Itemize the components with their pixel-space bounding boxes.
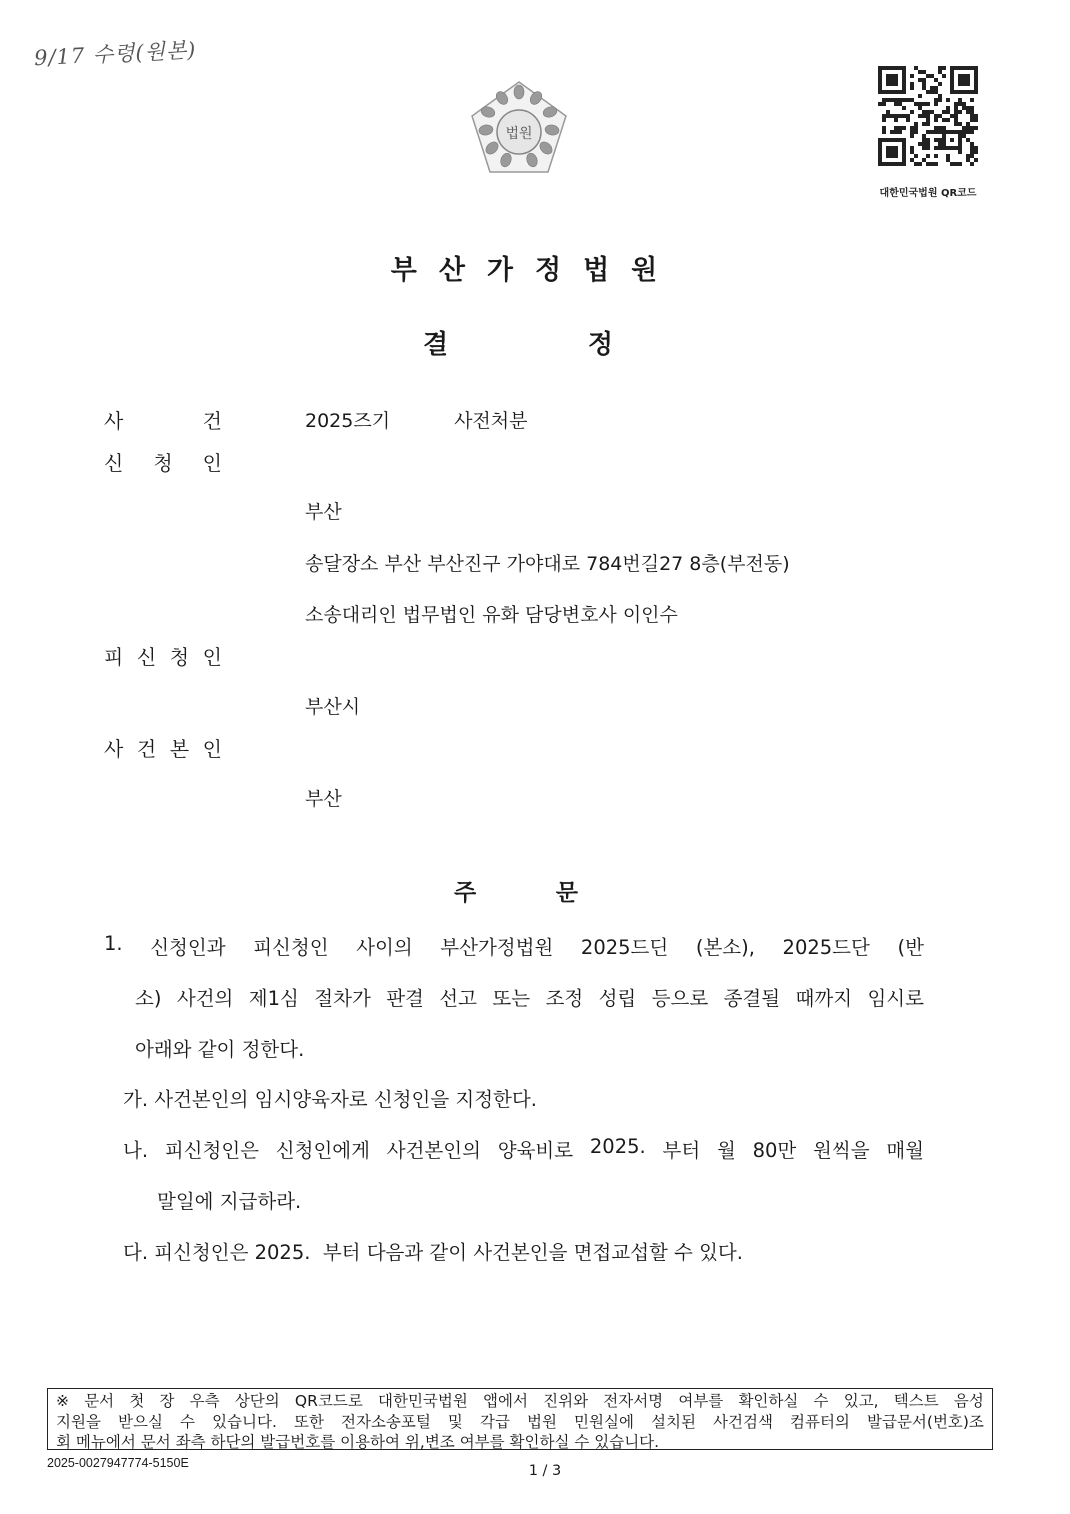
notice-line — [56, 1391, 984, 1412]
order-p1-line3: 아래와 같이 정한다. — [135, 1038, 305, 1061]
word: 원씩을 — [813, 1139, 870, 1162]
label-char: 인 — [202, 737, 222, 761]
case-value — [305, 406, 527, 433]
word: 또는 — [492, 987, 531, 1010]
word: 있고, — [843, 1392, 879, 1410]
word: 또한 — [293, 1412, 324, 1431]
respondent-label — [104, 641, 222, 670]
document-number: 2025-0027947774-5150E — [47, 1456, 189, 1470]
word: 등으로 — [651, 987, 709, 1010]
handwritten-receipt-note: 9/17 수령(원본) — [33, 37, 197, 71]
word: (반 — [897, 936, 924, 959]
word: 부산가정법원 — [440, 936, 554, 959]
order-item-ga: 가. 사건본인의 임시양육자로 신청인을 지정한다. — [123, 1088, 537, 1111]
label-char: 피 — [104, 645, 124, 669]
word: 판결 — [386, 987, 424, 1010]
document-type — [423, 324, 613, 361]
word: 여부를 — [678, 1392, 724, 1410]
qr-code-block — [872, 66, 984, 199]
order-item-da: 다. 피신청인은 2025. 부터 다음과 같이 사건본인을 면접교섭할 수 있다. — [123, 1241, 743, 1264]
principal-address: 부산 — [305, 788, 342, 810]
label-char: 건 — [136, 737, 157, 761]
word: 나. — [123, 1139, 149, 1162]
word: 컴퓨터의 — [790, 1412, 850, 1431]
label-char: 건 — [202, 409, 222, 433]
court-name: 부산가정법원 — [390, 255, 680, 286]
qr-code-icon — [878, 66, 978, 166]
word: ※ — [56, 1392, 69, 1410]
label-char: 인 — [202, 645, 222, 669]
label-char: 본 — [169, 737, 190, 761]
page-number: 1 / 3 — [528, 1463, 562, 1479]
word: 성립 — [598, 987, 637, 1010]
word: 피신청인은 — [164, 1139, 260, 1162]
word: 피신청인 — [253, 936, 329, 959]
order-title — [454, 874, 578, 907]
order-title-char: 주 — [454, 880, 477, 906]
word: 양육비로 — [497, 1139, 574, 1162]
order-title-char: 문 — [555, 880, 578, 906]
applicant-address: 부산 — [305, 501, 342, 523]
word: 사건의 — [176, 987, 234, 1010]
word: 80만 — [752, 1139, 797, 1162]
case-label — [104, 405, 222, 434]
word: 지원을 — [56, 1412, 101, 1431]
word: 장 — [159, 1392, 175, 1410]
label-char: 인 — [202, 451, 222, 475]
document-type-char: 정 — [587, 330, 613, 360]
word: 우측 — [189, 1392, 220, 1410]
word: 부터 — [662, 1139, 701, 1162]
word: 받으실 — [118, 1412, 163, 1431]
verification-notice-box — [47, 1388, 993, 1450]
word: 민원실에 — [574, 1412, 634, 1431]
word: 월 — [716, 1139, 736, 1162]
word: 발급문서(번호)조 — [867, 1412, 984, 1431]
word: 음성 — [953, 1392, 984, 1410]
word: 조정 — [545, 987, 584, 1010]
order-p1-line2 — [135, 983, 924, 1011]
word: 때까지 — [795, 987, 853, 1010]
word: 및 — [447, 1412, 463, 1431]
word: 각급 — [479, 1412, 510, 1431]
word: 임시로 — [867, 987, 924, 1010]
order-item-na-line2: 말일에 지급하라. — [157, 1190, 302, 1213]
word: 신청인과 — [150, 936, 226, 959]
applicant-service-address: 송달장소 부산 부산진구 가야대로 784번길27 8층(부전동) — [305, 553, 790, 575]
word: (본소), — [695, 936, 755, 959]
applicant-label — [104, 447, 222, 476]
word: 확인하실 — [738, 1392, 799, 1410]
word: 매월 — [886, 1139, 924, 1162]
case-number: 2025즈기 — [305, 410, 391, 432]
word: 종결될 — [723, 987, 781, 1010]
applicant-representative: 소송대리인 법무법인 유화 담당변호사 이인수 — [305, 604, 678, 626]
case-name: 사전처분 — [454, 410, 528, 432]
word: 앱에서 — [483, 1392, 528, 1410]
label-char: 청 — [153, 451, 173, 475]
word: 사건본인의 — [386, 1139, 481, 1162]
respondent-address: 부산시 — [305, 696, 361, 718]
word: 전자서명 — [603, 1392, 664, 1410]
word: 있습니다. — [212, 1412, 277, 1431]
word: 2025드딘 — [580, 936, 669, 959]
label-char: 사 — [104, 737, 124, 761]
word: 제1심 — [248, 987, 299, 1010]
word: 신청인에게 — [275, 1139, 370, 1162]
emblem-text: 법원 — [505, 126, 533, 142]
word: 2025드단 — [782, 936, 870, 959]
word: 법원 — [527, 1412, 557, 1431]
label-char: 신 — [104, 451, 124, 475]
principal-label — [104, 733, 222, 762]
word: 진위와 — [543, 1392, 589, 1410]
word: 소) — [135, 987, 162, 1010]
word: 문서 — [84, 1392, 115, 1410]
order-p1-line1 — [104, 932, 924, 960]
word: 2025. — [589, 1135, 646, 1158]
word: QR코드로 — [294, 1392, 363, 1410]
document-type-char: 결 — [423, 330, 449, 360]
word: 1. — [104, 932, 123, 955]
word: 첫 — [129, 1392, 145, 1410]
label-char: 신 — [136, 645, 157, 669]
qr-caption: 대한민국법원 QR코드 — [879, 188, 977, 199]
word: 설치된 — [651, 1412, 696, 1431]
word: 수 — [813, 1392, 829, 1410]
word: 상단의 — [234, 1392, 280, 1410]
order-item-na-line1 — [123, 1135, 924, 1163]
word: 사건검색 — [713, 1412, 773, 1431]
word: 대한민국법원 — [378, 1392, 468, 1410]
label-char: 사 — [104, 409, 124, 433]
notice-line — [56, 1412, 984, 1433]
word: 사이의 — [356, 936, 413, 959]
court-emblem-icon — [466, 78, 572, 178]
label-char: 청 — [169, 645, 190, 669]
word: 선고 — [439, 987, 477, 1010]
word: 수 — [180, 1412, 195, 1431]
notice-line: 회 메뉴에서 문서 좌측 하단의 발급번호를 이용하여 위,변조 여부를 확인하실 수 있습니다. — [56, 1433, 660, 1451]
word: 전자소송포털 — [341, 1412, 431, 1431]
word: 절차가 — [314, 987, 371, 1010]
word: 텍스트 — [893, 1392, 939, 1410]
